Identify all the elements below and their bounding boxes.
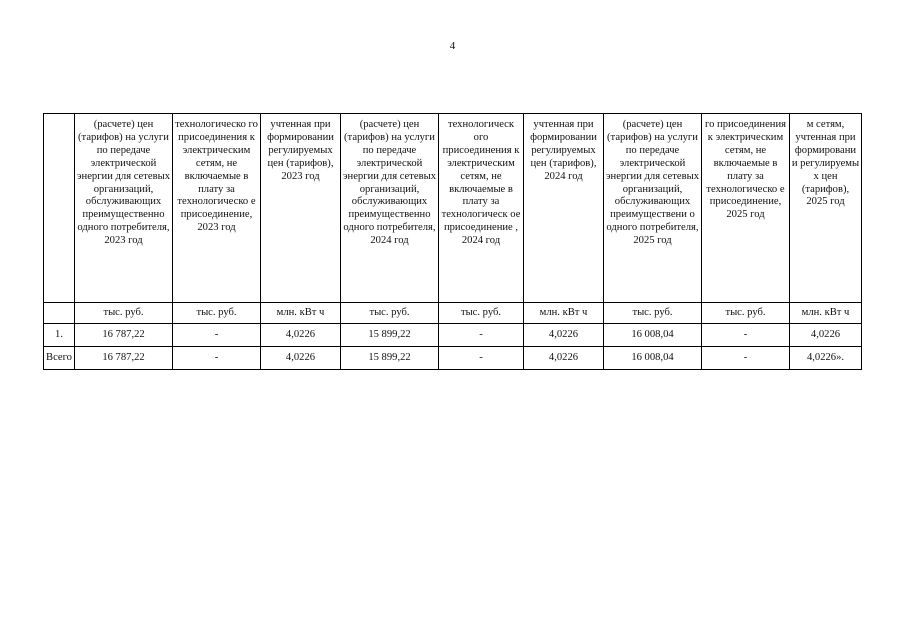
value-cell: - bbox=[439, 347, 524, 370]
row-label: 1. bbox=[44, 324, 75, 347]
value-cell: 4,0226 bbox=[790, 324, 862, 347]
unit-cell: млн. кВт ч bbox=[524, 303, 604, 324]
value-cell: 4,0226 bbox=[524, 324, 604, 347]
row-label: Всего bbox=[44, 347, 75, 370]
value-cell: 4,0226 bbox=[261, 324, 341, 347]
value-cell: 4,0226». bbox=[790, 347, 862, 370]
unit-cell: тыс. руб. bbox=[702, 303, 790, 324]
value-cell: - bbox=[702, 324, 790, 347]
unit-cell: тыс. руб. bbox=[604, 303, 702, 324]
value-cell: 16 008,04 bbox=[604, 347, 702, 370]
unit-cell: млн. кВт ч bbox=[261, 303, 341, 324]
header-cell: учтенная при формировании регулируемых цен (тарифов), 2023 год bbox=[261, 114, 341, 303]
header-cell: (расчете) цен (тарифов) на услуги по передаче электрической энергии для сетевых организаций, обслуживающих преимущественно одного потребителя, 2023 год bbox=[75, 114, 173, 303]
unit-cell: тыс. руб. bbox=[75, 303, 173, 324]
unit-cell: млн. кВт ч bbox=[790, 303, 862, 324]
value-cell: - bbox=[173, 324, 261, 347]
value-cell: 4,0226 bbox=[261, 347, 341, 370]
header-cell: учтенная при формировании регулируемых цен (тарифов), 2024 год bbox=[524, 114, 604, 303]
header-cell: (расчете) цен (тарифов) на услуги по передаче электрической энергии для сетевых организаций, обслуживающих преимущественно одного потребителя, 2024 год bbox=[341, 114, 439, 303]
total-row bbox=[44, 347, 862, 370]
header-cell: технологическ ого присоединения к электрическим сетям, не включаемые в плату за технологическ ое присоединение , 2024 год bbox=[439, 114, 524, 303]
header-cell: (расчете) цен (тарифов) на услуги по передаче электрической энергии для сетевых организаций, обслуживающих преимуществени о одного потребителя, 2025 год bbox=[604, 114, 702, 303]
value-cell: 15 899,22 bbox=[341, 347, 439, 370]
tariff-table bbox=[43, 113, 862, 370]
unit-cell: тыс. руб. bbox=[439, 303, 524, 324]
value-cell: 16 787,22 bbox=[75, 324, 173, 347]
value-cell: 15 899,22 bbox=[341, 324, 439, 347]
unit-cell: тыс. руб. bbox=[341, 303, 439, 324]
value-cell: - bbox=[702, 347, 790, 370]
header-cell: го присоединения к электрическим сетям, не включаемые в плату за технологическо е присоединение, 2025 год bbox=[702, 114, 790, 303]
value-cell: 16 787,22 bbox=[75, 347, 173, 370]
header-cell: технологическо го присоединения к электрическим сетям, не включаемые в плату за технологическо е присоединение, 2023 год bbox=[173, 114, 261, 303]
header-cell bbox=[44, 114, 75, 303]
value-cell: - bbox=[439, 324, 524, 347]
value-cell: - bbox=[173, 347, 261, 370]
value-cell: 4,0226 bbox=[524, 347, 604, 370]
page-number: 4 bbox=[449, 40, 456, 52]
header-row bbox=[44, 114, 862, 303]
unit-cell: тыс. руб. bbox=[173, 303, 261, 324]
unit-cell bbox=[44, 303, 75, 324]
units-row bbox=[44, 303, 862, 324]
header-cell: м сетям, учтенная при формировани и регулируемы х цен (тарифов), 2025 год bbox=[790, 114, 862, 303]
value-cell: 16 008,04 bbox=[604, 324, 702, 347]
table-row bbox=[44, 324, 862, 347]
